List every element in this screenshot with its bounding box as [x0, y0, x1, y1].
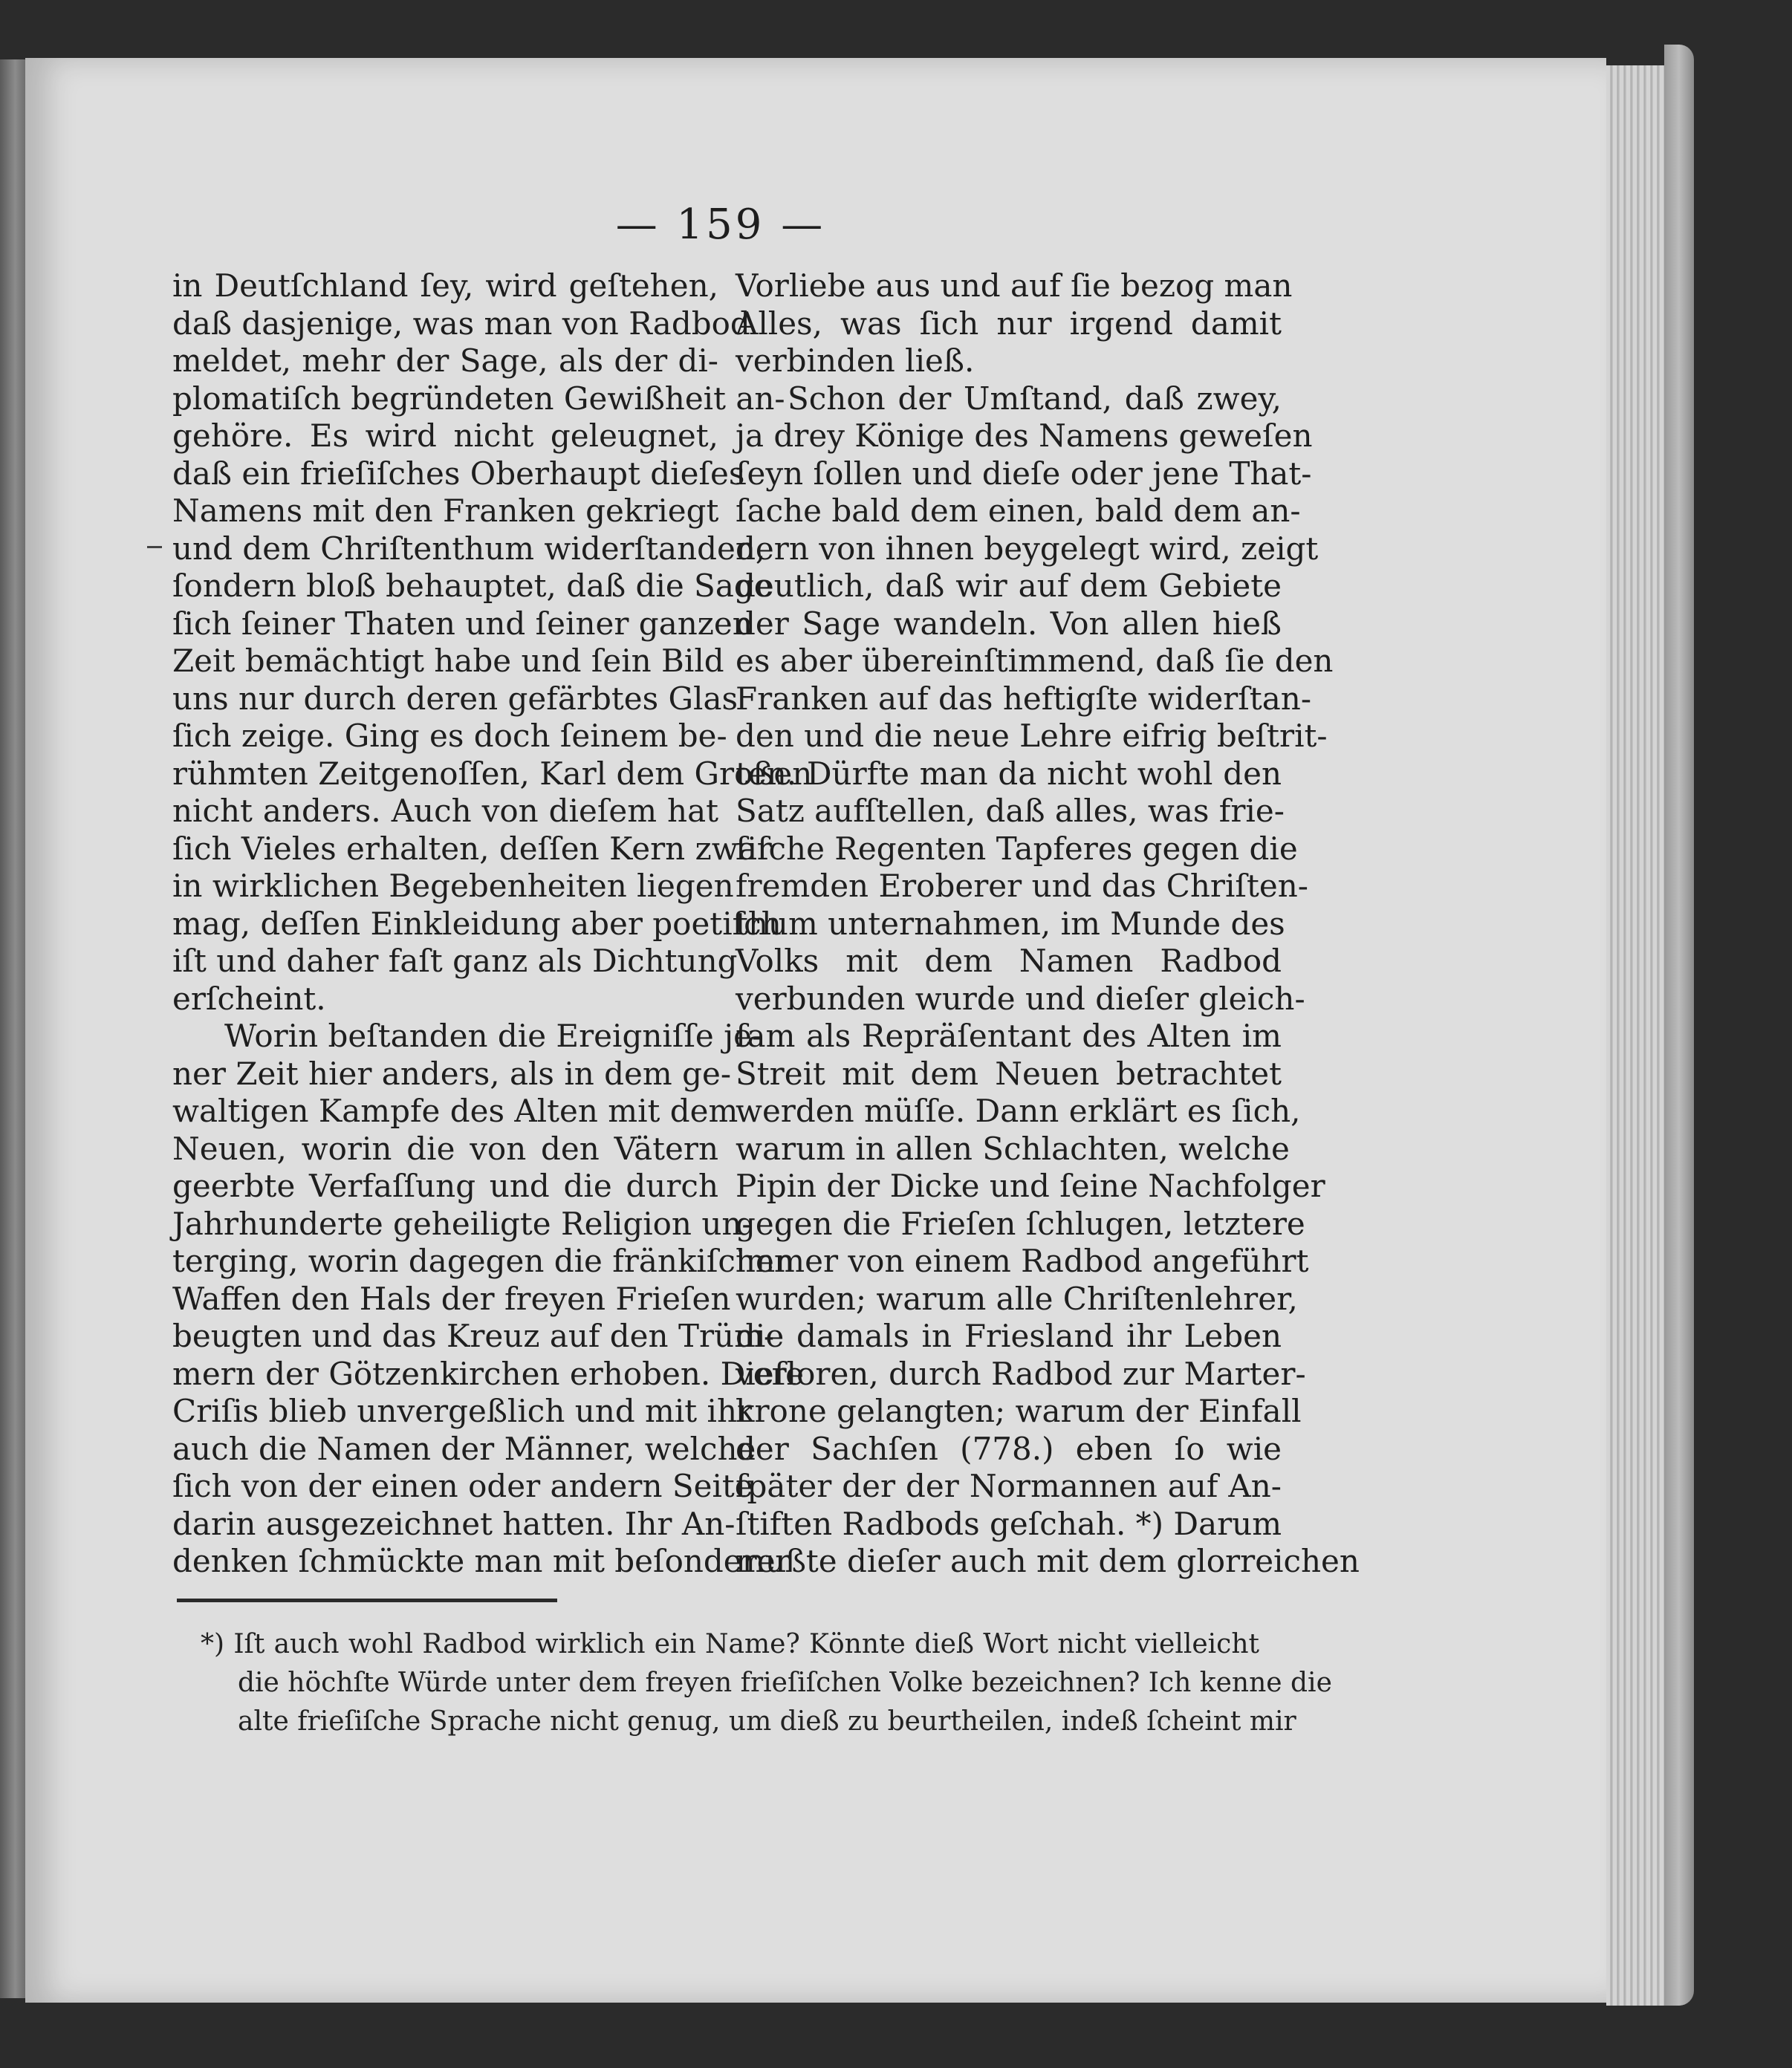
right-column-line: ſeyn ſollen und dieſe oder jene That-	[736, 455, 1312, 492]
right-column-line: Alles, was ſich nur irgend damit	[736, 305, 1282, 342]
right-column-line: ſache bald dem einen, bald dem an-	[736, 492, 1301, 529]
right-column-line: immer von einem Radbod angeführt	[736, 1243, 1309, 1279]
left-column-line: mag, deſſen Einkleidung aber poetiſch	[172, 905, 782, 942]
right-column-line: wurden; warum alle Chriſtenlehrer,	[736, 1280, 1298, 1317]
right-column-line: mußte dieſer auch mit dem glorreichen	[736, 1543, 1360, 1579]
left-column-line: terging, worin dagegen die fränkiſchen	[172, 1243, 794, 1279]
margin-mark	[147, 546, 162, 548]
left-column-line: beugten und das Kreuz auf den Trüm-	[172, 1318, 775, 1354]
left-text-column	[172, 267, 813, 1581]
right-column-line: verbinden ließ.	[736, 342, 975, 379]
right-column-line: Pipin der Dicke und ſeine Nachfolger	[736, 1168, 1325, 1204]
right-column-line: gegen die Frieſen ſchlugen, letztere	[736, 1205, 1305, 1242]
right-column-line: der Sachſen (778.) eben ſo wie	[736, 1430, 1282, 1467]
footnote-line: *) Iſt auch wohl Radbod wirklich ein Name? Könnte dieß Wort nicht vielleicht	[201, 1629, 1259, 1659]
right-column-line: dern von ihnen beygelegt wird, zeigt	[736, 530, 1319, 567]
right-column-line: Vorliebe aus und auf ſie bezog man	[736, 267, 1293, 304]
right-column-line: ja drey Könige des Namens geweſen	[736, 417, 1313, 454]
left-column-line: ſich Vieles erhalten, deſſen Kern zwar	[172, 830, 772, 867]
left-column-line: Criſis blieb unvergeßlich und mit ihr	[172, 1393, 753, 1429]
right-column-line: Volks mit dem Namen Radbod	[736, 943, 1282, 979]
left-column-line: Jahrhunderte geheiligte Religion un-	[172, 1205, 753, 1242]
right-column-line: Streit mit dem Neuen betrachtet	[736, 1055, 1282, 1092]
left-column-line: mern der Götzenkirchen erhoben. Dieſe	[172, 1355, 804, 1392]
left-column-line: gehöre. Es wird nicht geleugnet,	[172, 417, 718, 454]
right-column-line: ſiſche Regenten Tapferes gegen die	[736, 830, 1298, 867]
right-column-line: Franken auf das heftigſte widerſtan-	[736, 680, 1312, 717]
right-column-line: deutlich, daß wir auf dem Gebiete	[736, 568, 1282, 604]
left-column-line: uns nur durch deren gefärbtes Glas	[172, 680, 738, 717]
left-column-line: ſich von der einen oder andern Seite	[172, 1468, 753, 1504]
right-column-line: ſam als Repräſentant des Alten im	[736, 1018, 1282, 1054]
left-column-line: Neuen, worin die von den Vätern	[172, 1130, 718, 1167]
left-column-line: ner Zeit hier anders, als in dem ge-	[172, 1055, 732, 1092]
left-column-line: ſondern bloß behauptet, daß die Sage	[172, 568, 773, 604]
right-column-line: es aber übereinſtimmend, daß ſie den	[736, 643, 1334, 679]
left-column-line: daß dasjenige, was man von Radbod	[172, 305, 750, 342]
footnote-line: alte frieſiſche Sprache nicht genug, um dieß zu beurtheilen, indeß ſcheint mir	[238, 1706, 1296, 1737]
right-column-line: krone gelangten; warum der Einfall	[736, 1393, 1302, 1429]
right-column-line: ſtiften Radbods geſchah. *) Darum	[736, 1505, 1282, 1542]
footnote-line: die höchſte Würde unter dem freyen frieſiſchen Volke bezeichnen? Ich kenne die	[238, 1668, 1332, 1698]
left-column-line: Waffen den Hals der freyen Frieſen	[172, 1280, 731, 1317]
left-column-line: Zeit bemächtigt habe und ſein Bild	[172, 643, 724, 679]
left-page-edge	[0, 59, 25, 1998]
right-column-line: Satz aufſtellen, daß alles, was frie-	[736, 793, 1285, 829]
right-column-line: der Sage wandeln. Von allen hieß	[736, 605, 1282, 642]
right-column-line: die damals in Friesland ihr Leben	[736, 1318, 1282, 1354]
right-column-line: verloren, durch Radbod zur Marter-	[736, 1355, 1306, 1392]
left-column-line: plomatiſch begründeten Gewißheit an-	[172, 380, 785, 417]
page-number: — 159 —	[615, 201, 826, 249]
right-column-line: Schon der Umſtand, daß zwey,	[788, 380, 1282, 417]
right-column-line: thum unternahmen, im Munde des	[736, 905, 1285, 942]
left-column-line: darin ausgezeichnet hatten. Ihr An-	[172, 1505, 736, 1542]
left-column-line: rühmten Zeitgenoſſen, Karl dem Großen	[172, 755, 813, 792]
left-column-line: ſich zeige. Ging es doch ſeinem be-	[172, 718, 727, 754]
right-column-line: ſpäter der der Normannen auf An-	[736, 1468, 1282, 1504]
left-column-line: meldet, mehr der Sage, als der di-	[172, 342, 718, 379]
left-column-line: geerbte Verfaſſung und die durch	[172, 1168, 718, 1204]
left-column-line: ſich ſeiner Thaten und ſeiner ganzen	[172, 605, 753, 642]
left-column-line: in wirklichen Begebenheiten liegen	[172, 868, 734, 904]
right-column-line: ten. Dürfte man da nicht wohl den	[736, 755, 1282, 792]
left-column-line: und dem Chriſtenthum widerſtanden,	[172, 530, 766, 567]
left-column-line: Worin beſtanden die Ereigniſſe je-	[224, 1018, 763, 1054]
left-column-line: iſt und daher faſt ganz als Dichtung	[172, 943, 738, 979]
left-column-line: nicht anders. Auch von dieſem hat	[172, 793, 718, 829]
left-column-line: daß ein frieſiſches Oberhaupt dieſes	[172, 455, 745, 492]
left-column-line: in Deutſchland ſey, wird geſtehen,	[172, 267, 718, 304]
footnote-block	[201, 1625, 1332, 1741]
left-column-line: auch die Namen der Männer, welche	[172, 1430, 756, 1467]
right-column-line: den und die neue Lehre eifrig beſtrit-	[736, 718, 1328, 754]
right-column-line: warum in allen Schlachten, welche	[736, 1130, 1290, 1167]
book-cover-edge	[1664, 45, 1694, 2006]
right-column-line: werden müſſe. Dann erklärt es ſich,	[736, 1093, 1301, 1129]
right-column-line: verbunden wurde und dieſer gleich-	[736, 980, 1305, 1017]
footnote-rule	[177, 1599, 557, 1602]
left-column-line: erſcheint.	[172, 980, 326, 1017]
left-column-line: denken ſchmückte man mit beſonderer	[172, 1543, 791, 1579]
right-column-line: fremden Eroberer und das Chriſten-	[736, 868, 1308, 904]
left-column-line: waltigen Kampfe des Alten mit dem	[172, 1093, 738, 1129]
right-text-column	[736, 267, 1360, 1581]
left-column-line: Namens mit den Franken gekriegt	[172, 492, 719, 529]
